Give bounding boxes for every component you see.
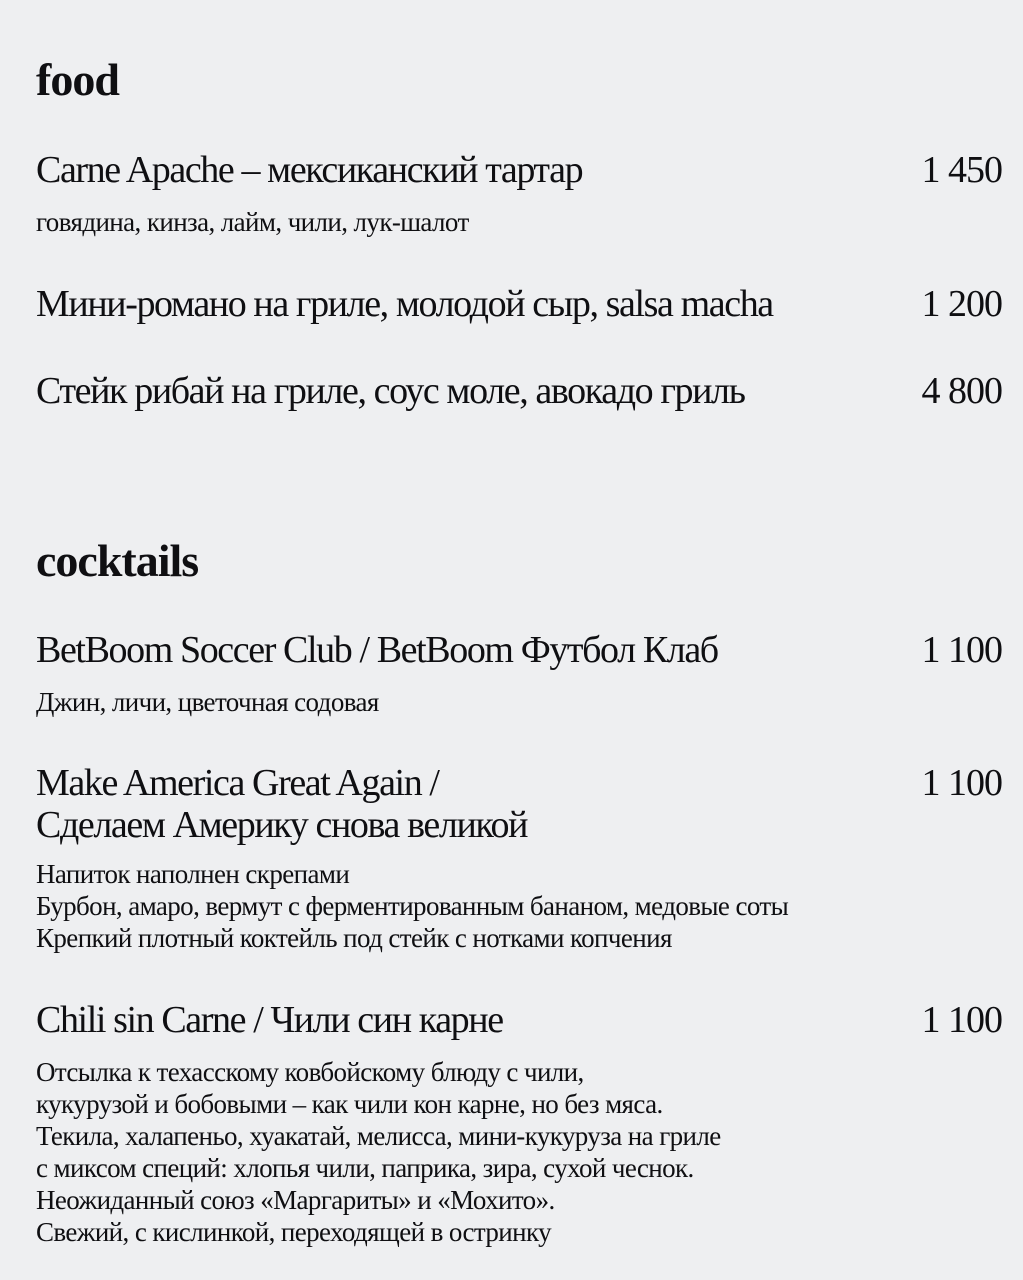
cocktail-name-line: Make America Great Again / <box>36 762 439 804</box>
section-title-food: food <box>36 54 119 105</box>
description-line: Неожиданный союз «Маргариты» и «Мохито». <box>36 1185 555 1215</box>
cocktail-price: 1 100 <box>921 762 1002 804</box>
description-line: Бурбон, амаро, вермут с ферментированным бананом, медовые соты <box>36 891 789 921</box>
description-line: кукурузой и бобовыми – как чили кон карне, но без мяса. <box>36 1089 663 1119</box>
cocktail-price: 1 100 <box>921 629 1002 671</box>
dish-description: говядина, кинза, лайм, чили, лук-шалот <box>36 207 469 237</box>
description-line: с миксом специй: хлопья чили, паприка, зира, сухой чеснок. <box>36 1153 694 1183</box>
description-line: Крепкий плотный коктейль под стейк с нотками копчения <box>36 923 672 953</box>
cocktail-name: Chili sin Carne / Чили син карне <box>36 999 503 1041</box>
cocktail-name-line: Сделаем Америку снова великой <box>36 804 528 846</box>
description-line: Свежий, с кислинкой, переходящей в остринку <box>36 1217 551 1247</box>
dish-name: Стейк рибай на гриле, соус моле, авокадо гриль <box>36 370 745 412</box>
cocktail-name <box>36 762 527 846</box>
section-title-cocktails: cocktails <box>36 535 199 586</box>
description-line: Отсылка к техасскому ковбойскому блюду с чили, <box>36 1057 584 1087</box>
dish-price: 1 450 <box>921 149 1002 191</box>
cocktail-description <box>36 858 788 954</box>
cocktail-name: BetBoom Soccer Club / BetBoom Футбол Клаб <box>36 629 718 671</box>
description-line: Напиток наполнен скрепами <box>36 859 350 889</box>
dish-name: Мини-романо на гриле, молодой сыр, salsa macha <box>36 283 773 325</box>
cocktail-description: Джин, личи, цветочная содовая <box>36 687 379 717</box>
description-line: Текила, халапеньо, хуакатай, мелисса, мини-кукуруза на гриле <box>36 1121 721 1151</box>
dish-price: 4 800 <box>921 370 1002 412</box>
cocktail-description <box>36 1056 721 1248</box>
cocktail-price: 1 100 <box>921 999 1002 1041</box>
dish-price: 1 200 <box>921 283 1002 325</box>
dish-name: Carne Apache – мексиканский тартар <box>36 149 583 191</box>
